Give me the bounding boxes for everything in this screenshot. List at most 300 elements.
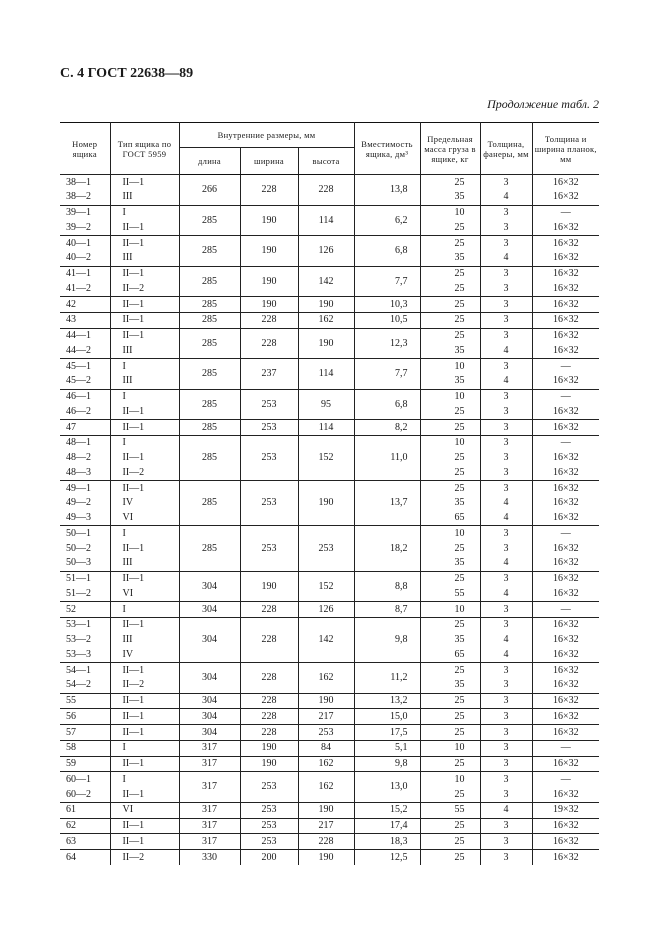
cell-box-number: 41—1 bbox=[60, 266, 110, 281]
cell-box-number: 58 bbox=[60, 740, 110, 756]
cell-box-type: II—1 bbox=[110, 617, 179, 632]
table-row bbox=[60, 435, 599, 450]
cell-length: 304 bbox=[179, 602, 240, 618]
cell-box-type: II—1 bbox=[110, 220, 179, 235]
cell-max-mass: 10 bbox=[420, 435, 480, 450]
cell-box-number: 54—2 bbox=[60, 678, 110, 693]
cell-plank-size: 16×32 bbox=[532, 496, 599, 511]
cell-box-type: VI bbox=[110, 802, 179, 818]
cell-length: 304 bbox=[179, 571, 240, 602]
cell-height: 142 bbox=[298, 617, 354, 662]
table-row bbox=[60, 312, 599, 328]
cell-box-number: 48—2 bbox=[60, 451, 110, 466]
cell-length: 285 bbox=[179, 297, 240, 313]
cell-box-type: II—1 bbox=[110, 787, 179, 802]
table-row bbox=[60, 236, 599, 251]
cell-plywood-thickness: 3 bbox=[480, 756, 532, 772]
cell-width: 253 bbox=[240, 435, 298, 480]
cell-length: 317 bbox=[179, 818, 240, 834]
cell-height: 95 bbox=[298, 389, 354, 420]
cell-capacity: 11,2 bbox=[354, 663, 420, 694]
cell-height: 114 bbox=[298, 205, 354, 236]
cell-box-type: II—1 bbox=[110, 312, 179, 328]
cell-max-mass: 10 bbox=[420, 389, 480, 404]
col-header-max-mass: Предельная масса груза в ящике, кг bbox=[420, 123, 480, 175]
cell-box-number: 64 bbox=[60, 850, 110, 865]
cell-box-number: 53—2 bbox=[60, 633, 110, 648]
cell-width: 228 bbox=[240, 709, 298, 725]
cell-width: 237 bbox=[240, 359, 298, 390]
cell-plywood-thickness: 3 bbox=[480, 236, 532, 251]
cell-box-type: I bbox=[110, 435, 179, 450]
cell-capacity: 18,3 bbox=[354, 834, 420, 850]
cell-length: 317 bbox=[179, 756, 240, 772]
cell-box-type: IV bbox=[110, 647, 179, 662]
cell-capacity: 13,2 bbox=[354, 693, 420, 709]
cell-plank-size: 16×32 bbox=[532, 633, 599, 648]
cell-max-mass: 35 bbox=[420, 496, 480, 511]
cell-height: 228 bbox=[298, 834, 354, 850]
cell-plank-size: 16×32 bbox=[532, 420, 599, 436]
cell-plywood-thickness: 3 bbox=[480, 571, 532, 586]
cell-box-number: 48—1 bbox=[60, 435, 110, 450]
cell-max-mass: 10 bbox=[420, 359, 480, 374]
cell-max-mass: 25 bbox=[420, 709, 480, 725]
cell-width: 228 bbox=[240, 617, 298, 662]
cell-width: 190 bbox=[240, 205, 298, 236]
cell-plank-size: 16×32 bbox=[532, 586, 599, 601]
cell-box-number: 49—2 bbox=[60, 496, 110, 511]
cell-box-number: 50—3 bbox=[60, 556, 110, 571]
cell-plywood-thickness: 3 bbox=[480, 818, 532, 834]
table-row bbox=[60, 818, 599, 834]
cell-plank-size: 16×32 bbox=[532, 678, 599, 693]
cell-length: 304 bbox=[179, 663, 240, 694]
cell-height: 126 bbox=[298, 236, 354, 267]
cell-plank-size: — bbox=[532, 602, 599, 618]
cell-plank-size: 16×32 bbox=[532, 481, 599, 496]
table-row bbox=[60, 420, 599, 436]
cell-width: 190 bbox=[240, 740, 298, 756]
cell-max-mass: 25 bbox=[420, 312, 480, 328]
cell-box-number: 60—2 bbox=[60, 787, 110, 802]
cell-box-number: 46—2 bbox=[60, 404, 110, 419]
cell-max-mass: 25 bbox=[420, 220, 480, 235]
cell-plank-size: — bbox=[532, 389, 599, 404]
cell-width: 253 bbox=[240, 420, 298, 436]
cell-width: 190 bbox=[240, 571, 298, 602]
col-header-width: ширина bbox=[240, 148, 298, 175]
cell-plywood-thickness: 3 bbox=[480, 772, 532, 787]
cell-length: 285 bbox=[179, 312, 240, 328]
cell-length: 304 bbox=[179, 693, 240, 709]
cell-plank-size: 16×32 bbox=[532, 343, 599, 358]
cell-height: 162 bbox=[298, 756, 354, 772]
cell-plank-size: 16×32 bbox=[532, 850, 599, 865]
cell-plywood-thickness: 3 bbox=[480, 389, 532, 404]
cell-box-type: VI bbox=[110, 586, 179, 601]
cell-plank-size: 16×32 bbox=[532, 511, 599, 526]
cell-height: 217 bbox=[298, 818, 354, 834]
col-header-number: Номер ящика bbox=[60, 123, 110, 175]
cell-capacity: 11,0 bbox=[354, 435, 420, 480]
cell-box-number: 38—2 bbox=[60, 190, 110, 205]
cell-plywood-thickness: 3 bbox=[480, 435, 532, 450]
cell-plank-size: — bbox=[532, 435, 599, 450]
cell-box-number: 59 bbox=[60, 756, 110, 772]
cell-height: 126 bbox=[298, 602, 354, 618]
cell-box-type: II—2 bbox=[110, 465, 179, 480]
cell-max-mass: 25 bbox=[420, 465, 480, 480]
cell-box-type: II—2 bbox=[110, 281, 179, 296]
cell-capacity: 6,2 bbox=[354, 205, 420, 236]
cell-capacity: 15,0 bbox=[354, 709, 420, 725]
cell-width: 228 bbox=[240, 602, 298, 618]
cell-plywood-thickness: 4 bbox=[480, 374, 532, 389]
cell-capacity: 13,7 bbox=[354, 481, 420, 526]
cell-box-number: 55 bbox=[60, 693, 110, 709]
cell-height: 114 bbox=[298, 420, 354, 436]
cell-length: 285 bbox=[179, 236, 240, 267]
cell-box-number: 39—2 bbox=[60, 220, 110, 235]
table-row bbox=[60, 617, 599, 632]
cell-width: 253 bbox=[240, 526, 298, 571]
table-row bbox=[60, 328, 599, 343]
cell-height: 190 bbox=[298, 802, 354, 818]
cell-capacity: 9,8 bbox=[354, 617, 420, 662]
cell-height: 217 bbox=[298, 709, 354, 725]
cell-plywood-thickness: 3 bbox=[480, 266, 532, 281]
cell-capacity: 17,5 bbox=[354, 725, 420, 741]
cell-length: 285 bbox=[179, 205, 240, 236]
cell-length: 317 bbox=[179, 802, 240, 818]
table-row bbox=[60, 709, 599, 725]
cell-height: 142 bbox=[298, 266, 354, 297]
table-row bbox=[60, 725, 599, 741]
cell-box-number: 56 bbox=[60, 709, 110, 725]
cell-capacity: 12,3 bbox=[354, 328, 420, 359]
cell-max-mass: 25 bbox=[420, 663, 480, 678]
cell-max-mass: 25 bbox=[420, 281, 480, 296]
col-header-height: высота bbox=[298, 148, 354, 175]
cell-max-mass: 25 bbox=[420, 693, 480, 709]
cell-max-mass: 25 bbox=[420, 617, 480, 632]
cell-box-number: 62 bbox=[60, 818, 110, 834]
cell-plywood-thickness: 4 bbox=[480, 343, 532, 358]
cell-box-type: I bbox=[110, 359, 179, 374]
cell-max-mass: 25 bbox=[420, 175, 480, 190]
cell-max-mass: 25 bbox=[420, 481, 480, 496]
cell-box-number: 46—1 bbox=[60, 389, 110, 404]
cell-box-number: 51—1 bbox=[60, 571, 110, 586]
cell-max-mass: 25 bbox=[420, 725, 480, 741]
cell-capacity: 6,8 bbox=[354, 236, 420, 267]
cell-capacity: 7,7 bbox=[354, 266, 420, 297]
cell-plywood-thickness: 3 bbox=[480, 281, 532, 296]
cell-plank-size: 16×32 bbox=[532, 663, 599, 678]
cell-box-type: II—1 bbox=[110, 571, 179, 586]
cell-plywood-thickness: 3 bbox=[480, 617, 532, 632]
cell-plywood-thickness: 3 bbox=[480, 297, 532, 313]
cell-box-number: 50—1 bbox=[60, 526, 110, 541]
table-body bbox=[60, 175, 599, 865]
cell-width: 190 bbox=[240, 756, 298, 772]
cell-capacity: 8,7 bbox=[354, 602, 420, 618]
cell-max-mass: 25 bbox=[420, 850, 480, 865]
cell-length: 285 bbox=[179, 266, 240, 297]
cell-capacity: 5,1 bbox=[354, 740, 420, 756]
cell-max-mass: 35 bbox=[420, 251, 480, 266]
cell-length: 285 bbox=[179, 328, 240, 359]
cell-height: 114 bbox=[298, 359, 354, 390]
cell-plywood-thickness: 3 bbox=[480, 526, 532, 541]
cell-plank-size: 16×32 bbox=[532, 281, 599, 296]
col-header-plank: Толщина и ширина планок, мм bbox=[532, 123, 599, 175]
cell-max-mass: 25 bbox=[420, 420, 480, 436]
cell-plank-size: 16×32 bbox=[532, 251, 599, 266]
cell-plank-size: 16×32 bbox=[532, 571, 599, 586]
cell-length: 266 bbox=[179, 175, 240, 206]
cell-plank-size: 16×32 bbox=[532, 312, 599, 328]
cell-length: 285 bbox=[179, 481, 240, 526]
cell-box-type: III bbox=[110, 556, 179, 571]
cell-box-number: 43 bbox=[60, 312, 110, 328]
cell-box-number: 41—2 bbox=[60, 281, 110, 296]
table-row bbox=[60, 571, 599, 586]
cell-height: 190 bbox=[298, 481, 354, 526]
cell-plank-size: 16×32 bbox=[532, 374, 599, 389]
cell-max-mass: 25 bbox=[420, 571, 480, 586]
cell-plywood-thickness: 3 bbox=[480, 481, 532, 496]
cell-max-mass: 25 bbox=[420, 328, 480, 343]
cell-box-number: 39—1 bbox=[60, 205, 110, 220]
cell-max-mass: 55 bbox=[420, 586, 480, 601]
cell-plank-size: — bbox=[532, 740, 599, 756]
col-header-capacity bbox=[354, 123, 420, 175]
cell-capacity: 8,8 bbox=[354, 571, 420, 602]
cell-max-mass: 25 bbox=[420, 297, 480, 313]
cell-plywood-thickness: 3 bbox=[480, 663, 532, 678]
cell-height: 253 bbox=[298, 526, 354, 571]
cell-box-number: 45—2 bbox=[60, 374, 110, 389]
cell-width: 253 bbox=[240, 772, 298, 803]
table-row bbox=[60, 740, 599, 756]
cell-box-number: 40—1 bbox=[60, 236, 110, 251]
cell-box-type: II—1 bbox=[110, 725, 179, 741]
cell-plywood-thickness: 4 bbox=[480, 190, 532, 205]
cell-plank-size: 16×32 bbox=[532, 725, 599, 741]
table-row bbox=[60, 772, 599, 787]
cell-width: 228 bbox=[240, 175, 298, 206]
cell-max-mass: 35 bbox=[420, 190, 480, 205]
cell-box-number: 63 bbox=[60, 834, 110, 850]
cell-box-number: 45—1 bbox=[60, 359, 110, 374]
cell-width: 190 bbox=[240, 297, 298, 313]
cell-plywood-thickness: 3 bbox=[480, 451, 532, 466]
cell-box-type: II—1 bbox=[110, 834, 179, 850]
cell-height: 84 bbox=[298, 740, 354, 756]
cell-length: 285 bbox=[179, 420, 240, 436]
cell-box-type: II—1 bbox=[110, 663, 179, 678]
cell-box-number: 60—1 bbox=[60, 772, 110, 787]
cell-plank-size: 16×32 bbox=[532, 236, 599, 251]
cell-capacity: 10,3 bbox=[354, 297, 420, 313]
cell-plywood-thickness: 3 bbox=[480, 359, 532, 374]
page-header: С. 4 ГОСТ 22638—89 bbox=[60, 66, 194, 81]
cell-max-mass: 35 bbox=[420, 343, 480, 358]
table-row bbox=[60, 389, 599, 404]
cell-plywood-thickness: 4 bbox=[480, 556, 532, 571]
cell-box-type: II—1 bbox=[110, 541, 179, 556]
cell-max-mass: 10 bbox=[420, 772, 480, 787]
table-row bbox=[60, 693, 599, 709]
cell-length: 317 bbox=[179, 772, 240, 803]
cell-box-type: I bbox=[110, 772, 179, 787]
cell-box-number: 52 bbox=[60, 602, 110, 618]
cell-plywood-thickness: 3 bbox=[480, 220, 532, 235]
cell-capacity: 10,5 bbox=[354, 312, 420, 328]
cell-box-type: III bbox=[110, 374, 179, 389]
table-row bbox=[60, 297, 599, 313]
cell-max-mass: 35 bbox=[420, 678, 480, 693]
cell-height: 190 bbox=[298, 850, 354, 865]
col-header-capacity-label: Вместимость ящика, дм³ bbox=[361, 138, 413, 159]
cell-capacity: 9,8 bbox=[354, 756, 420, 772]
table-row bbox=[60, 526, 599, 541]
cell-box-type: VI bbox=[110, 511, 179, 526]
cell-box-type: II—1 bbox=[110, 818, 179, 834]
cell-box-type: II—1 bbox=[110, 693, 179, 709]
cell-plank-size: 16×32 bbox=[532, 190, 599, 205]
cell-capacity: 8,2 bbox=[354, 420, 420, 436]
cell-box-type: III bbox=[110, 633, 179, 648]
table-row bbox=[60, 802, 599, 818]
cell-max-mass: 25 bbox=[420, 266, 480, 281]
cell-capacity: 15,2 bbox=[354, 802, 420, 818]
cell-length: 304 bbox=[179, 709, 240, 725]
cell-height: 190 bbox=[298, 328, 354, 359]
table-row bbox=[60, 175, 599, 190]
cell-plywood-thickness: 3 bbox=[480, 678, 532, 693]
cell-plywood-thickness: 3 bbox=[480, 709, 532, 725]
cell-box-type: II—1 bbox=[110, 451, 179, 466]
cell-plank-size: 16×32 bbox=[532, 541, 599, 556]
cell-height: 228 bbox=[298, 175, 354, 206]
cell-capacity: 13,0 bbox=[354, 772, 420, 803]
cell-box-type: I bbox=[110, 740, 179, 756]
cell-plywood-thickness: 3 bbox=[480, 175, 532, 190]
cell-max-mass: 25 bbox=[420, 236, 480, 251]
cell-width: 253 bbox=[240, 818, 298, 834]
cell-box-type: IV bbox=[110, 496, 179, 511]
cell-box-number: 47 bbox=[60, 420, 110, 436]
cell-width: 228 bbox=[240, 725, 298, 741]
cell-capacity: 13,8 bbox=[354, 175, 420, 206]
cell-height: 152 bbox=[298, 435, 354, 480]
cell-box-number: 51—2 bbox=[60, 586, 110, 601]
cell-width: 228 bbox=[240, 663, 298, 694]
cell-height: 190 bbox=[298, 297, 354, 313]
cell-box-type: III bbox=[110, 343, 179, 358]
cell-max-mass: 65 bbox=[420, 647, 480, 662]
cell-max-mass: 35 bbox=[420, 556, 480, 571]
cell-max-mass: 25 bbox=[420, 404, 480, 419]
cell-plywood-thickness: 3 bbox=[480, 740, 532, 756]
cell-box-number: 49—1 bbox=[60, 481, 110, 496]
cell-length: 304 bbox=[179, 617, 240, 662]
cell-max-mass: 35 bbox=[420, 374, 480, 389]
cell-width: 228 bbox=[240, 328, 298, 359]
cell-plank-size: 16×32 bbox=[532, 556, 599, 571]
cell-max-mass: 65 bbox=[420, 511, 480, 526]
cell-width: 253 bbox=[240, 389, 298, 420]
cell-plank-size: — bbox=[532, 526, 599, 541]
cell-box-type: II—1 bbox=[110, 297, 179, 313]
cell-box-type: III bbox=[110, 190, 179, 205]
cell-box-type: I bbox=[110, 602, 179, 618]
cell-plank-size: 16×32 bbox=[532, 266, 599, 281]
cell-plywood-thickness: 3 bbox=[480, 834, 532, 850]
table-row bbox=[60, 850, 599, 865]
cell-height: 190 bbox=[298, 693, 354, 709]
cell-height: 162 bbox=[298, 312, 354, 328]
cell-max-mass: 35 bbox=[420, 633, 480, 648]
cell-length: 317 bbox=[179, 834, 240, 850]
cell-box-type: II—1 bbox=[110, 420, 179, 436]
cell-plywood-thickness: 3 bbox=[480, 787, 532, 802]
cell-plank-size: — bbox=[532, 205, 599, 220]
table-row bbox=[60, 266, 599, 281]
cell-box-type: I bbox=[110, 389, 179, 404]
cell-plank-size: 16×32 bbox=[532, 175, 599, 190]
cell-plank-size: 16×32 bbox=[532, 693, 599, 709]
box-dimensions-table bbox=[60, 122, 599, 865]
cell-plywood-thickness: 4 bbox=[480, 251, 532, 266]
cell-length: 285 bbox=[179, 526, 240, 571]
cell-plywood-thickness: 3 bbox=[480, 420, 532, 436]
cell-height: 162 bbox=[298, 663, 354, 694]
cell-plywood-thickness: 3 bbox=[480, 312, 532, 328]
cell-max-mass: 10 bbox=[420, 526, 480, 541]
cell-box-number: 42 bbox=[60, 297, 110, 313]
table-row bbox=[60, 481, 599, 496]
cell-length: 304 bbox=[179, 725, 240, 741]
cell-plywood-thickness: 3 bbox=[480, 850, 532, 865]
cell-box-type: II—2 bbox=[110, 850, 179, 865]
cell-plank-size: 16×32 bbox=[532, 617, 599, 632]
col-header-plywood: Толщина, фанеры, мм bbox=[480, 123, 532, 175]
cell-box-type: II—1 bbox=[110, 404, 179, 419]
cell-plywood-thickness: 3 bbox=[480, 693, 532, 709]
table-row bbox=[60, 602, 599, 618]
table-continuation-caption: Продолжение табл. 2 bbox=[487, 97, 599, 111]
col-header-inner-sizes: Внутренние размеры, мм bbox=[179, 123, 354, 148]
cell-plank-size: 16×32 bbox=[532, 818, 599, 834]
cell-box-type: I bbox=[110, 205, 179, 220]
cell-plywood-thickness: 4 bbox=[480, 511, 532, 526]
cell-box-number: 44—2 bbox=[60, 343, 110, 358]
cell-plank-size: 16×32 bbox=[532, 647, 599, 662]
cell-max-mass: 25 bbox=[420, 451, 480, 466]
cell-max-mass: 10 bbox=[420, 602, 480, 618]
cell-box-type: II—1 bbox=[110, 236, 179, 251]
cell-plywood-thickness: 3 bbox=[480, 465, 532, 480]
cell-max-mass: 55 bbox=[420, 802, 480, 818]
cell-plywood-thickness: 3 bbox=[480, 725, 532, 741]
cell-capacity: 6,8 bbox=[354, 389, 420, 420]
cell-plywood-thickness: 3 bbox=[480, 541, 532, 556]
cell-plank-size: 16×32 bbox=[532, 709, 599, 725]
